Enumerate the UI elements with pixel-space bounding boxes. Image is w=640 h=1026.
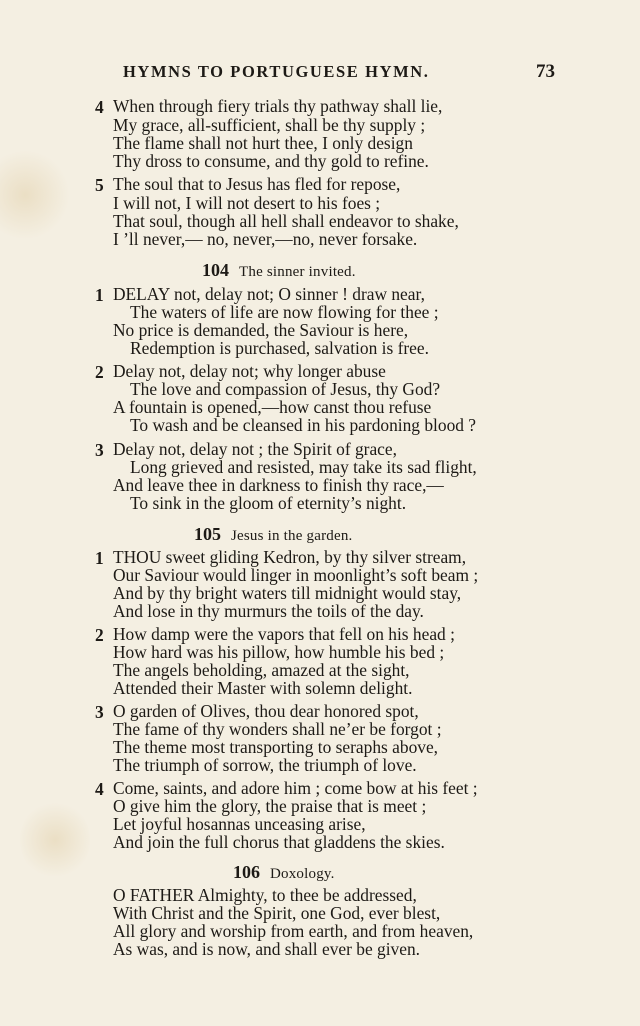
verse-line: Long grieved and resisted, may take its sad flight, (130, 457, 477, 477)
verse-line: With Christ and the Spirit, one God, ever blest, (113, 903, 441, 923)
verse-line: A fountain is opened,—how canst thou refuse (113, 397, 432, 417)
verse-number: 1 (95, 548, 104, 568)
verse-number: 4 (95, 779, 104, 799)
verse-line: How damp were the vapors that fell on his head ; (113, 624, 455, 644)
verse-number: 2 (95, 362, 104, 382)
verse-number: 3 (95, 702, 104, 722)
hymn-number: 105 (194, 524, 221, 544)
verse-line: Let joyful hosannas unceasing arise, (113, 814, 366, 834)
verse-number: 4 (95, 97, 104, 117)
hymn-number: 104 (202, 260, 229, 280)
verse-line: The theme most transporting to seraphs above, (113, 737, 439, 757)
hymn-title: Doxology. (270, 866, 335, 882)
verse-line: The angels beholding, amazed at the sight, (113, 660, 410, 680)
verse-line: Attended their Master with solemn delight. (113, 678, 413, 698)
running-title: HYMNS TO PORTUGUESE HYMN. (123, 62, 430, 81)
verse-line: No price is demanded, the Saviour is here, (113, 320, 409, 340)
verse-line: The fame of thy wonders shall ne’er be forgot ; (113, 719, 442, 739)
page-number: 73 (536, 61, 555, 82)
verse-line: DELAY not, delay not; O sinner ! draw near, (113, 284, 425, 304)
verse-line: The waters of life are now flowing for thee ; (130, 302, 439, 322)
verse-line: The triumph of sorrow, the triumph of love. (113, 755, 417, 775)
verse-line: Our Saviour would linger in moonlight’s soft beam ; (113, 565, 479, 585)
verse-line: Redemption is purchased, salvation is free. (130, 338, 429, 358)
verse-line: As was, and is now, and shall ever be given. (113, 939, 421, 959)
verse-line: The flame shall not hurt thee, I only design (113, 133, 413, 153)
hymn-heading (194, 524, 352, 545)
hymn-title: Jesus in the garden. (231, 528, 353, 544)
verse-number: 3 (95, 440, 104, 460)
verse-line: To sink in the gloom of eternity’s night. (130, 493, 407, 513)
page-header (0, 62, 640, 86)
verse-line: When through fiery trials thy pathway shall lie, (113, 96, 443, 116)
verse-line: Delay not, delay not; why longer abuse (113, 361, 386, 381)
verse-line: Come, saints, and adore him ; come bow at his feet ; (113, 778, 478, 798)
verse-line: That soul, though all hell shall endeavor to shake, (113, 211, 459, 231)
verse-line: How hard was his pillow, how humble his bed ; (113, 642, 445, 662)
verse-line: THOU sweet gliding Kedron, by thy silver stream, (113, 547, 467, 567)
verse-number: 5 (95, 175, 104, 195)
verse-line: To wash and be cleansed in his pardoning blood ? (130, 415, 477, 435)
verse-line: O FATHER Almighty, to thee be addressed, (113, 885, 417, 905)
verse-number: 1 (95, 285, 104, 305)
verse-line: The love and compassion of Jesus, thy God? (130, 379, 441, 399)
verse-line: All glory and worship from earth, and from heaven, (113, 921, 474, 941)
verse-number: 2 (95, 625, 104, 645)
verse-line: I will not, I will not desert to his foes ; (113, 193, 381, 213)
verse-line: I ’ll never,— no, never,—no, never forsake. (113, 229, 418, 249)
verse-line: And join the full chorus that gladdens the skies. (113, 832, 445, 852)
verse-line: O give him the glory, the praise that is meet ; (113, 796, 427, 816)
verse-line: And lose in thy murmurs the toils of the day. (113, 601, 424, 621)
paper-stain (0, 150, 70, 240)
paper-stain (20, 800, 90, 880)
hymn-title: The sinner invited. (239, 264, 356, 280)
verse-line: Thy dross to consume, and thy gold to refine. (113, 151, 429, 171)
verse-line: My grace, all-sufficient, shall be thy supply ; (113, 115, 426, 135)
verse-line: And leave thee in darkness to finish thy race,— (113, 475, 444, 495)
verse-line: Delay not, delay not ; the Spirit of grace, (113, 439, 397, 459)
hymn-heading (233, 862, 335, 883)
verse-line: O garden of Olives, thou dear honored spot, (113, 701, 419, 721)
hymn-heading (202, 260, 356, 281)
verse-line: And by thy bright waters till midnight would stay, (113, 583, 462, 603)
hymn-number: 106 (233, 862, 260, 882)
verse-line: The soul that to Jesus has fled for repose, (113, 174, 401, 194)
